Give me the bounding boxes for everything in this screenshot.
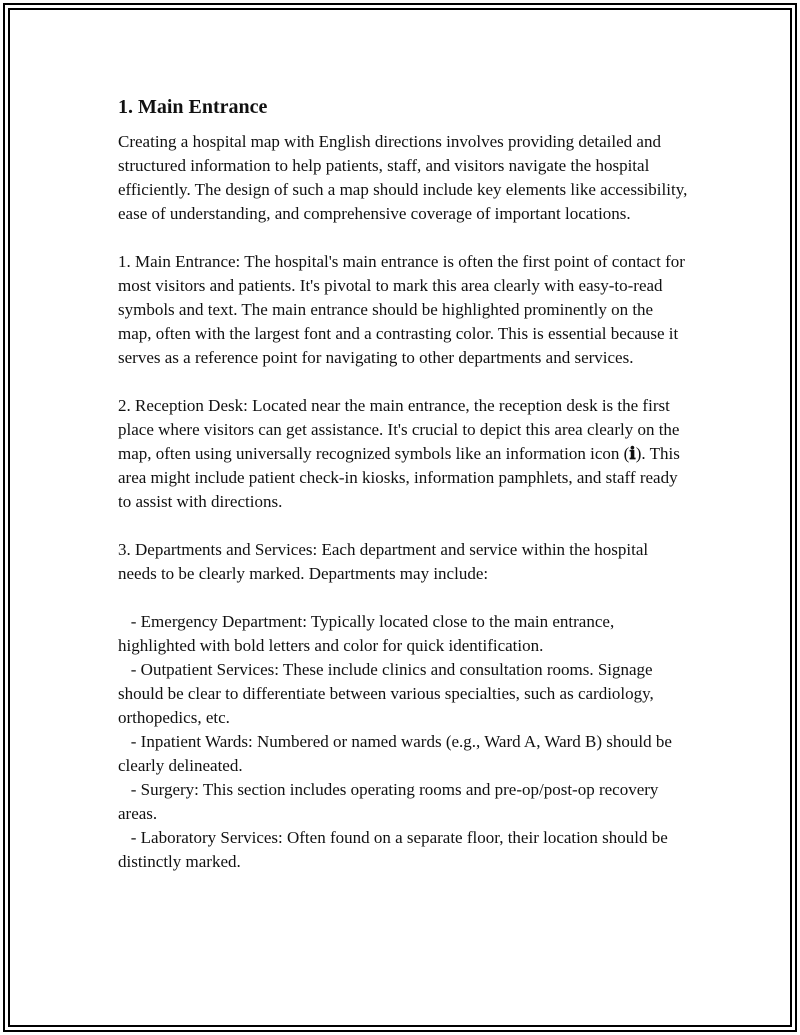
department-item-surgery: - Surgery: This section includes operating rooms and pre-op/post-op recovery areas.: [118, 780, 663, 823]
info-icon: ℹ: [629, 444, 636, 463]
department-item-outpatient: - Outpatient Services: These include clinics and consultation rooms. Signage should be clear to differentiate between various specialties, such as cardiology, orthopedics, etc.: [118, 660, 659, 727]
reception-desk-paragraph: [118, 394, 690, 514]
department-item-emergency: - Emergency Department: Typically located close to the main entrance, highlighted with bold letters and color for quick identification.: [118, 612, 619, 655]
intro-paragraph: Creating a hospital map with English directions involves providing detailed and structured information to help patients, staff, and visitors navigate the hospital efficiently. The design of such a map should include key elements like accessibility, ease of understanding, and comprehensive coverage of important locations.: [118, 132, 692, 223]
main-entrance-paragraph: 1. Main Entrance: The hospital's main entrance is often the first point of contact for most visitors and patients. It's pivotal to mark this area clearly with easy-to-read symbols and text. The main entrance should be highlighted prominently on the map, often with the largest font and a contrasting color. This is essential because it serves as a reference point for navigating to other departments and services.: [118, 252, 690, 367]
paragraph-gap: [118, 514, 690, 538]
paragraph-gap: [118, 370, 690, 394]
department-item-laboratory: - Laboratory Services: Often found on a separate floor, their location should be distinctly marked.: [118, 828, 673, 871]
section-heading: 1. Main Entrance: [118, 96, 268, 118]
document-body: [118, 94, 690, 874]
department-item-inpatient: - Inpatient Wards: Numbered or named wards (e.g., Ward A, Ward B) should be clearly delineated.: [118, 732, 677, 775]
reception-text-before: 2. Reception Desk: Located near the main entrance, the reception desk is the first place where visitors can get assistance. It's crucial to depict this area clearly on the map, often using universally recognized symbols like an information icon (: [118, 396, 684, 463]
paragraph-gap: [118, 226, 690, 250]
reception-text-after: ). This area might include patient check-in kiosks, information pamphlets, and staff ready to assist with directions.: [118, 444, 685, 511]
departments-paragraph: 3. Departments and Services: Each department and service within the hospital needs to be clearly marked. Departments may include:: [118, 540, 653, 583]
paragraph-gap: [118, 586, 690, 610]
